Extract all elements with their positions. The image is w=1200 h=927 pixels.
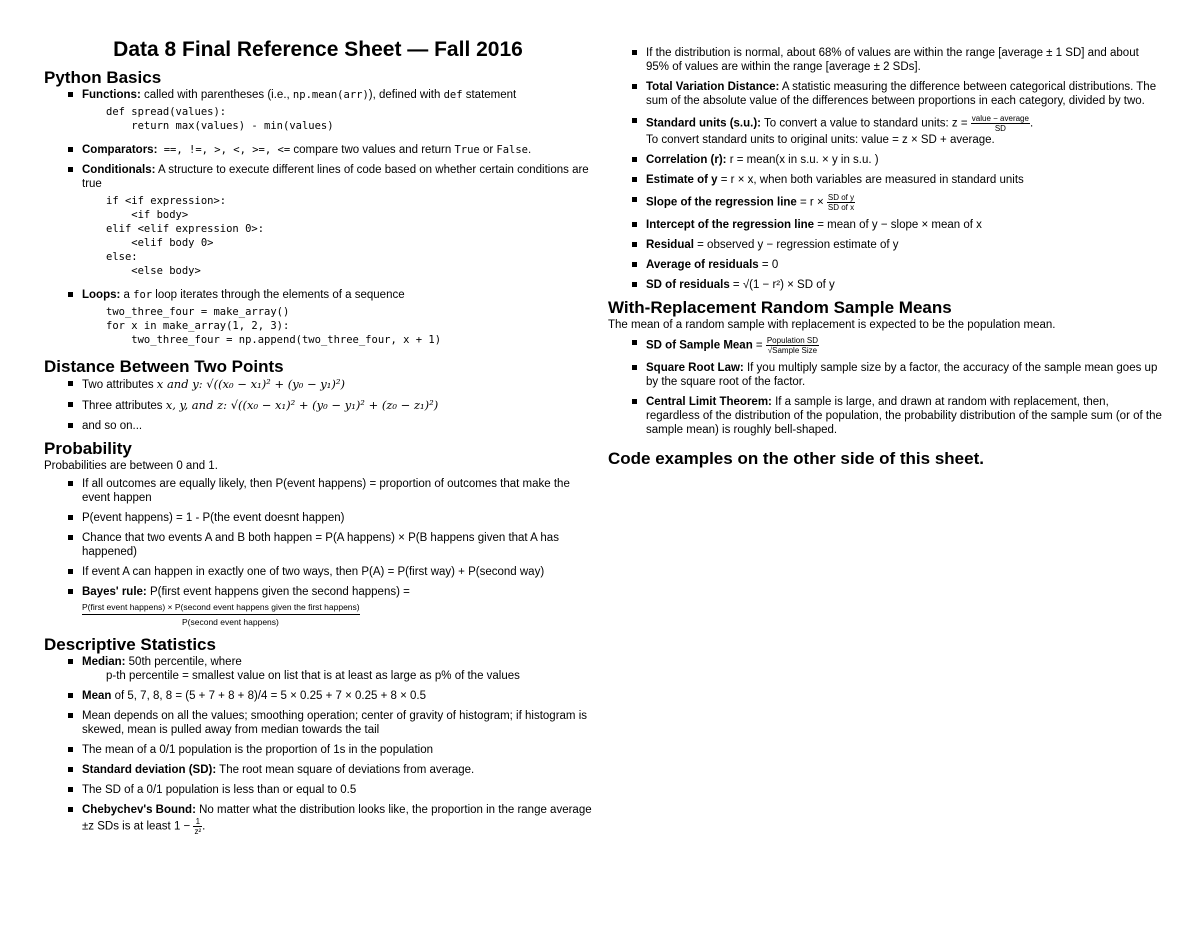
closing-note: Code examples on the other side of this sheet. [608,449,984,468]
list-item-sd-residuals: SD of residuals = √(1 − r²) × SD of y [608,278,1164,292]
python-list [44,88,592,347]
distance-list [44,377,592,433]
list-item-residual: Residual = observed y − regression estimate of y [608,238,1164,252]
chebychev-fraction: $\frac{1}{\text{z²}}$ [194,817,202,836]
list-item: The mean of a 0/1 population is the proportion of 1s in the population [44,743,592,757]
list-item-loops: Loops: a for loop iterates through the elements of a sequence two_three_four = make_array() for x in make_array(1, 2, 3): two_three_four = np.append(two_three_four, x + 1) [44,288,592,347]
code-block-if: if <if expression>: <if body> elif <elif expression 0>: <elif body 0> else: <else body> [106,195,265,277]
list-item-clt: Central Limit Theorem: If a sample is large, and drawn at random with replacement, then, regardless of the distribution of the population, the probability distribution of the sample sum (or of the sample mean) is roughly bell-shaped. [608,395,1164,437]
list-item-average-residuals: Average of residuals = 0 [608,258,1164,272]
list-item: Chance that two events A and B both happen = P(A happens) × P(B happens given that A has happened) [44,531,592,559]
section-heading-probability: Probability [44,439,132,458]
bayes-fraction [82,600,592,629]
list-item-normal: If the distribution is normal, about 68% of values are within the range [average ± 1 SD] and about 95% of values are within the range [average ± 2 SDs]. [608,46,1164,74]
list-item-sd-01: The SD of a 0/1 population is less than or equal to 0.5 [44,783,592,797]
list-item-estimate: Estimate of y = r × x, when both variables are measured in standard units [608,173,1164,187]
list-item-tvd: Total Variation Distance: A statistic measuring the difference between categorical distributions. The sum of the absolute value of the differences between proportions in each category, divided by two. [608,80,1164,108]
list-item-standard-units: Standard units (s.u.): To convert a value to standard units: z = $\frac{\text{value − average}}{SD}$ . To convert standard units to original units: value = z × SD + average. [608,114,1164,147]
sample-means-list [608,336,1164,437]
section-heading-with-replacement: With-Replacement Random Sample Means [608,298,952,317]
sdsm-fraction: $\frac{\text{Population SD}}{\text{√Sample Size}}$ [766,336,818,355]
list-item-sd-sample-mean: SD of Sample Mean = $\frac{\text{Population SD}}{\text{√Sample Size}}$ [608,336,1164,355]
list-item-two-attributes: Two attributes x and y: √((x₀ − x₁)² + (y₀ − y₁)²) [44,377,592,392]
slope-fraction: $\frac{\text{SD of y}}{\text{SD of x}}$ [827,193,855,212]
list-item: Mean depends on all the values; smoothing operation; center of gravity of histogram; if histogram is skewed, mean is pulled away from median towards the tail [44,709,592,737]
list-item-conditionals: Conditionals: A structure to execute different lines of code based on whether certain conditions are true if <if expression>: <if body> elif <elif expression 0>: <elif body 0> else: <else body> [44,163,592,278]
list-item: P(event happens) = 1 - P(the event doesnt happen) [44,511,592,525]
list-item-functions: Functions: called with parentheses (i.e., np.mean(arr)), defined with def statement def spread(values): return max(values) - min(values) [44,88,592,133]
list-item-comparators: Comparators: ==, !=, >, <, >=, <= compare two values and return True or False. [44,143,592,157]
section-heading-distance: Distance Between Two Points [44,357,284,376]
list-item-and-so-on: and so on... [44,419,592,433]
bayes-numerator: P(first event happens) × P(second event happens given the first happens) [82,600,360,615]
left-column [44,38,592,842]
right-column [608,46,1164,469]
su-fraction: $\frac{\text{value − average}}{SD}$ [971,114,1029,133]
list-item-chebychev: Chebychev's Bound: No matter what the distribution looks like, the proportion in the range average ±z SDs is at least 1 − $\frac{1}{\text{z²}}$ . [44,803,592,836]
probability-intro: Probabilities are between 0 and 1. [44,460,218,472]
bayes-denominator: P(second event happens) [182,617,279,627]
list-item-slope: Slope of the regression line = r × $\frac{\text{SD of y}}{\text{SD of x}}$ [608,193,1164,212]
list-item: If all outcomes are equally likely, then P(event happens) = proportion of outcomes that make the event happen [44,477,592,505]
with-replacement-intro: The mean of a random sample with replacement is expected to be the population mean. [608,319,1056,331]
list-item-sd: Standard deviation (SD): The root mean square of deviations from average. [44,763,592,777]
list-item-bayes: Bayes' rule: P(first event happens given the second happens) = P(first event happens) × P(second event happens given the first happens) P(second event happens) [44,585,592,629]
list-item-median: Median: 50th percentile, where p-th percentile = smallest value on list that is at least as large as p% of the values [44,655,592,683]
list-item-square-root-law: Square Root Law: If you multiply sample size by a factor, the accuracy of the sample mean goes up by the square root of the factor. [608,361,1164,389]
list-item-intercept: Intercept of the regression line = mean of y − slope × mean of x [608,218,1164,232]
section-heading-descriptive: Descriptive Statistics [44,635,216,654]
list-item: If event A can happen in exactly one of two ways, then P(A) = P(first way) + P(second way) [44,565,592,579]
code-block-for: two_three_four = make_array() for x in make_array(1, 2, 3): two_three_four = np.append(two_three_four, x + 1) [106,306,442,346]
regression-list [608,46,1164,292]
list-item-mean: Mean of 5, 7, 8, 8 = (5 + 7 + 8 + 8)/4 = 5 × 0.25 + 7 × 0.25 + 8 × 0.5 [44,689,592,703]
probability-list [44,477,592,629]
section-heading-python: Python Basics [44,68,162,87]
descriptive-list [44,655,592,836]
code-block-def: def spread(values): return max(values) - min(values) [106,106,334,132]
list-item-three-attributes: Three attributes x, y, and z: √((x₀ − x₁)² + (y₀ − y₁)² + (z₀ − z₁)²) [44,398,592,413]
page-title: Data 8 Final Reference Sheet — Fall 2016 [113,38,523,61]
list-item-correlation: Correlation (r): r = mean(x in s.u. × y in s.u. ) [608,153,1164,167]
